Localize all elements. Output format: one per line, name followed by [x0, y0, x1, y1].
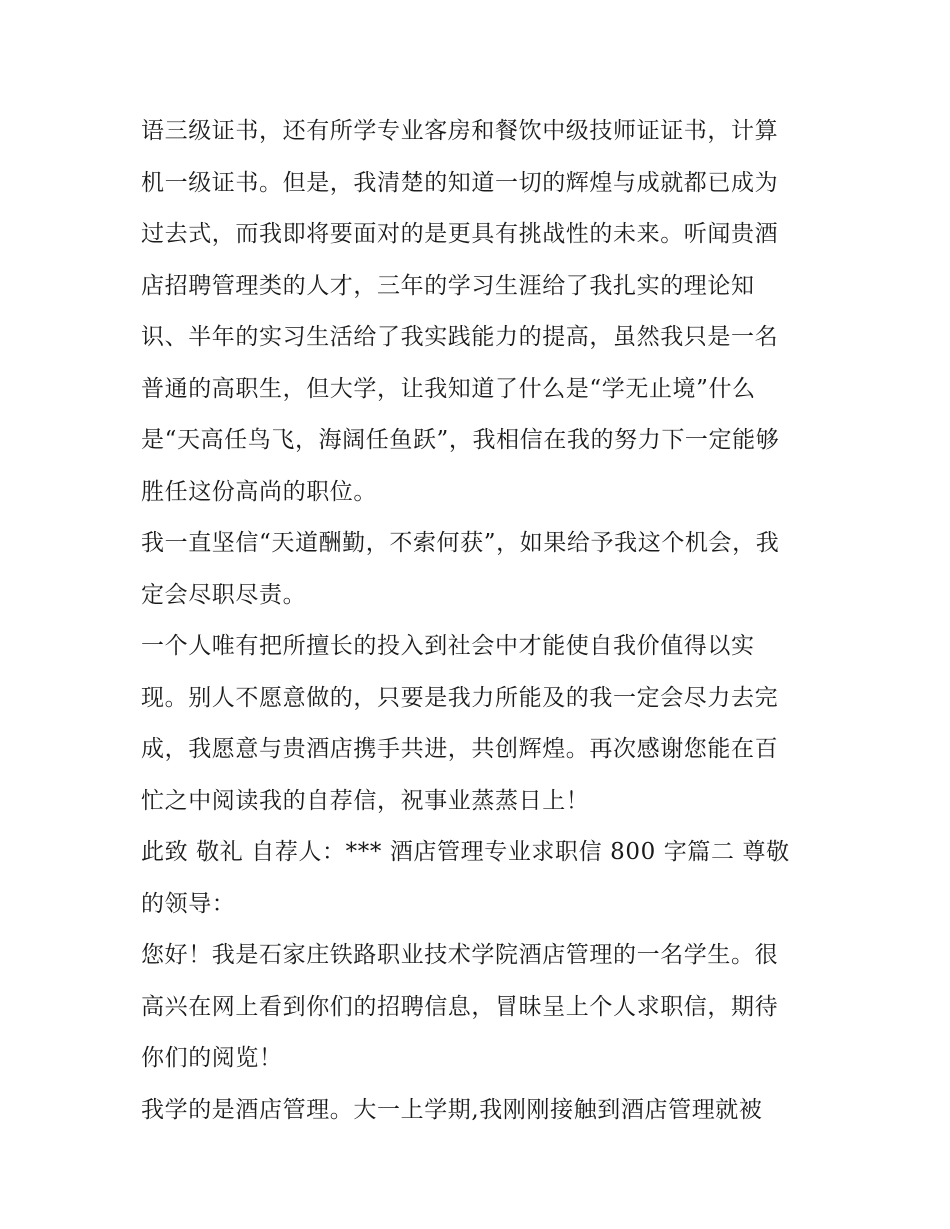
text-line: 胜任这份高尚的职位。 [141, 478, 377, 505]
text-line: 我学的是酒店管理。大一上学期,我刚刚接触到酒店管理就被 [141, 1096, 763, 1123]
document-body [141, 108, 821, 1138]
text-line: 我一直坚信“天道酬勤，不索何获”，如果给予我这个机会，我 [141, 530, 780, 556]
text-line: 成，我愿意与贵酒店携手共进，共创辉煌。再次感谢您能在百 [141, 736, 779, 762]
text-line: 店招聘管理类的人才，三年的学习生涯给了我扎实的理论知 [141, 272, 755, 299]
text-line: 高兴在网上看到你们的招聘信息，冒昧呈上个人求职信，期待 [141, 993, 779, 1020]
text-line: 定会尽职尽责。 [141, 581, 307, 608]
text-line: 过去式，而我即将要面对的是更具有挑战性的未来。听闻贵酒 [141, 221, 779, 247]
text-line: 识、半年的实习生活给了我实践能力的提高，虽然我只是一名 [141, 324, 779, 350]
text-line: 你们的阅览！ [141, 1045, 283, 1071]
text-line: 语三级证书，还有所学专业客房和餐饮中级技师证证书，计算 [141, 118, 779, 144]
text-line: 忙之中阅读我的自荐信，祝事业蒸蒸日上！ [141, 787, 590, 814]
text-line: 机一级证书。但是，我清楚的知道一切的辉煌与成就都已成为 [141, 169, 779, 196]
text-line: 的领导： [141, 890, 236, 917]
text-line: 此致 敬礼 自荐人：*** 酒店管理专业求职信 800 字篇二 尊敬 [141, 839, 790, 865]
text-line: 您好！我是石家庄铁路职业技术学院酒店管理的一名学生。很 [141, 942, 779, 968]
text-line: 是“天高任鸟飞，海阔任鱼跃”，我相信在我的努力下一定能够 [141, 427, 780, 453]
text-line: 现。别人不愿意做的，只要是我力所能及的我一定会尽力去完 [141, 684, 779, 711]
text-line: 一个人唯有把所擅长的投入到社会中才能使自我价值得以实 [141, 633, 755, 659]
text-line: 普通的高职生，但大学，让我知道了什么是“学无止境”什么 [141, 375, 756, 402]
